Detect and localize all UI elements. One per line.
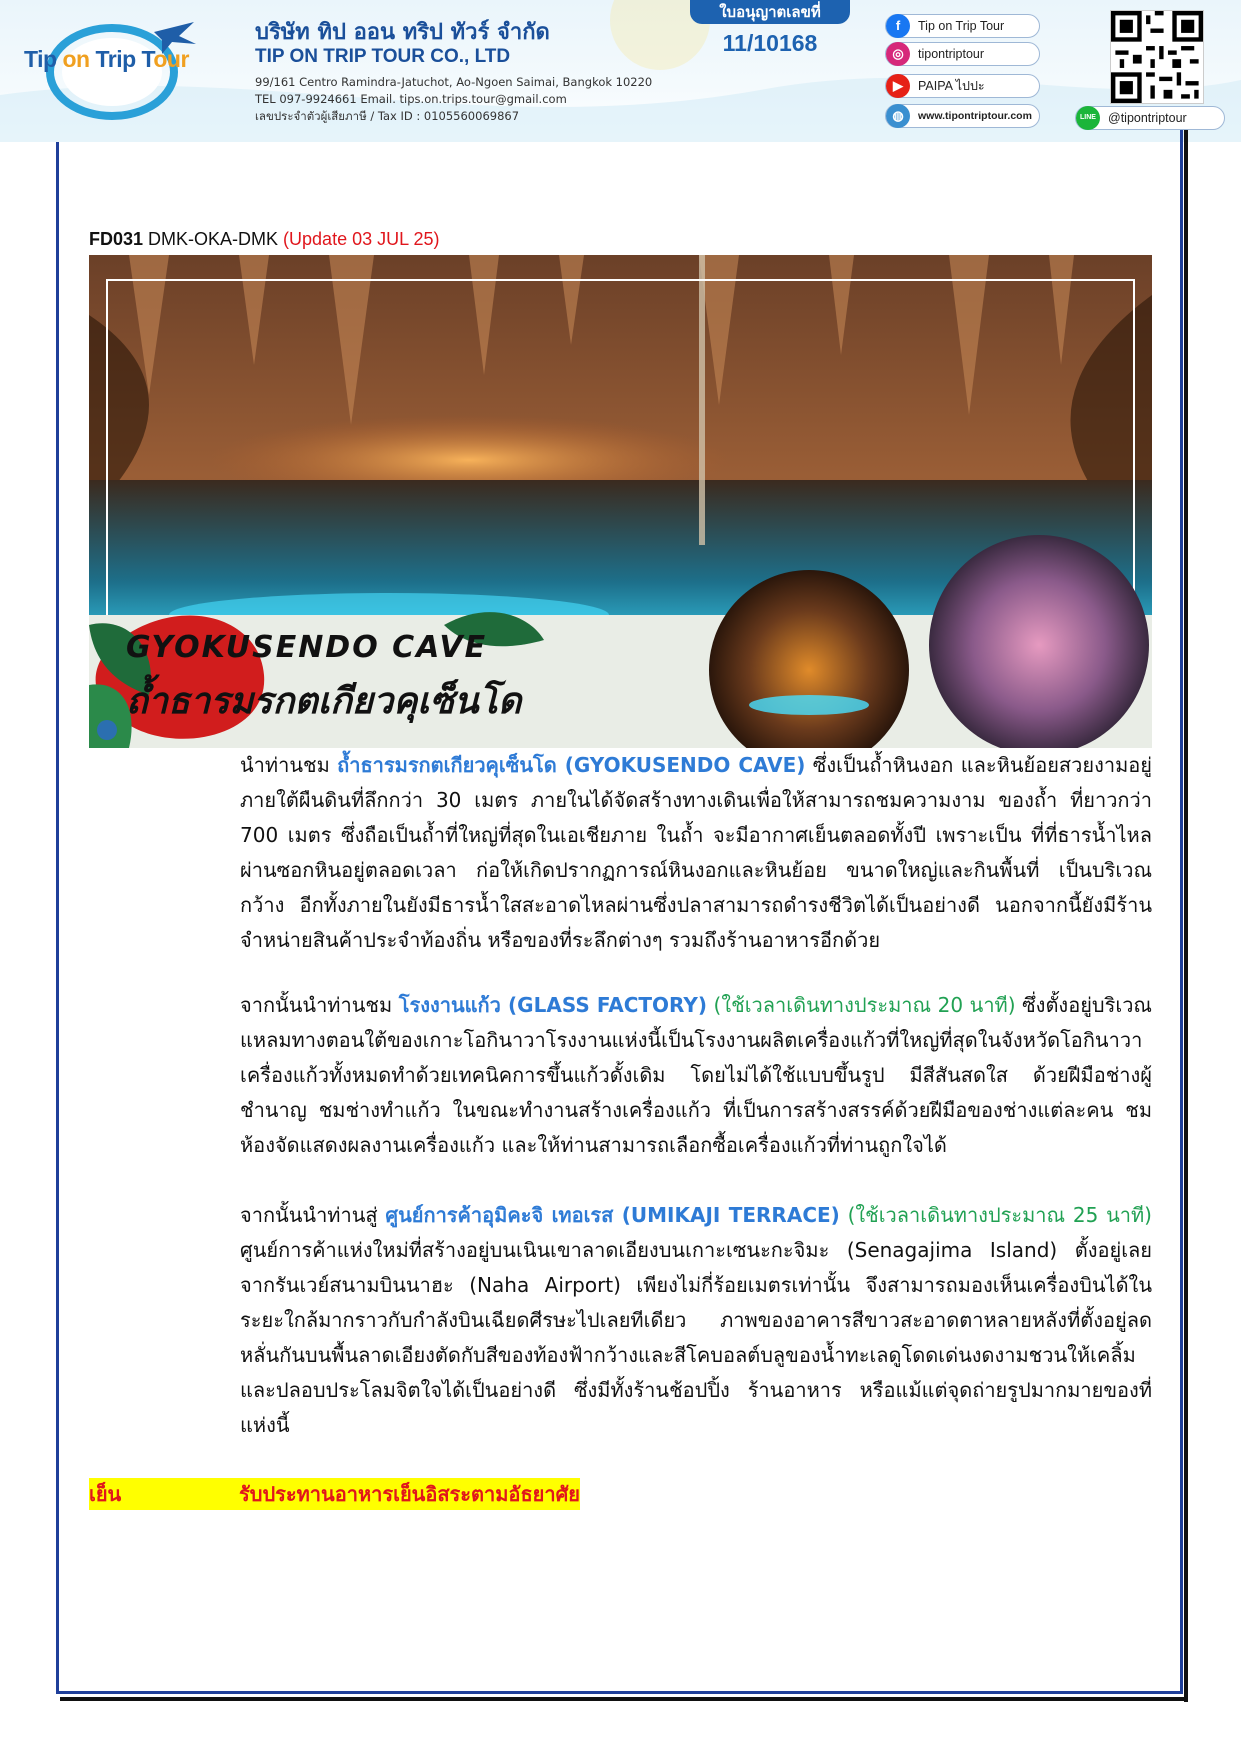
social-website[interactable]	[885, 104, 1040, 128]
p1-highlight-place: ถ้ำธารมรกตเกียวคุเซ็นโด (GYOKUSENDO CAVE)	[337, 753, 806, 777]
company-name-thai: บริษัท ทิป ออน ทริป ทัวร์ จำกัด	[255, 20, 550, 45]
page-header	[0, 0, 1241, 142]
globe-icon: ◍	[886, 104, 910, 128]
line-icon: LINE	[1076, 106, 1100, 130]
paragraph-glass-factory	[240, 988, 1152, 1163]
social-youtube[interactable]	[885, 74, 1040, 98]
p2-intro: จากนั้นนำท่านชม	[240, 993, 399, 1017]
frame-shadow-right	[1184, 130, 1188, 1702]
license-label: ใบอนุญาตเลขที่	[690, 0, 850, 24]
banner-title-thai: ถ้ำธารมรกตเกียวคุเซ็นโด	[126, 681, 522, 722]
license-number: 11/10168	[722, 30, 818, 56]
meal-text: รับประทานอาหารเย็นอิสระตามอัธยาศัย	[239, 1478, 580, 1510]
meal-row	[89, 1478, 580, 1510]
program-route: DMK-OKA-DMK	[143, 229, 284, 249]
company-name-english: TIP ON TRIP TOUR CO., LTD	[255, 46, 511, 67]
cave-photo-circle-2	[929, 535, 1149, 748]
p3-body: ศูนย์การค้าแห่งใหม่ที่สร้างอยู่บนเนินเขาลาดเอียงบนเกาะเซนะกะจิมะ (Senagajima Island) ตั้งอยู่เลยจากรันเวย์สนามบินนาฮะ (Naha Airport) เพียงไม่กี่ร้อยเมตรเท่านั้น จึงสามารถมองเห็นเครื่องบินได้ในระยะใกล้มากราวกับกำลังบินเฉียดศีรษะไปเลยทีเดียว ภาพของอาคารสีขาวสะอาดตาหลายหลังที่ตั้งอยู่ลดหลั่นกันบนพื้นลาดเอียงตัดกับสีของท้องฟ้ากว้างและสีโคบอลต์บลูของน้ำทะเลดูโดดเด่นงดงามชวนให้เคลิ้มและปลอบประโลมจิตใจได้เป็นอย่างดี ซึ่งมีทั้งร้านช้อปปิ้ง ร้านอาหาร หรือแม้แต่จุดถ่ายรูปมากมายของที่แห่งนี้	[240, 1238, 1152, 1437]
p3-travel-time: (ใช้เวลาเดินทางประมาณ 25 นาที)	[839, 1203, 1152, 1227]
social-instagram-label: tipontriptour	[918, 47, 985, 61]
p2-travel-time: (ใช้เวลาเดินทางประมาณ 20 นาที)	[707, 993, 1016, 1017]
facebook-icon: f	[886, 14, 910, 38]
p2-body: ซึ่งตั้งอยู่บริเวณแหลมทางตอนใต้ของเกาะโอกินาวาโรงงานแห่งนี้เป็นโรงงานผลิตเครื่องแก้วที่ใหญ่ที่สุดในจังหวัดโอกินาวา เครื่องแก้วทั้งหมดทำด้วยเทคนิคการขึ้นแก้วดั้งเดิม โดยไม่ได้ใช้แบบขึ้นรูป มีสีสันสดใส ด้วยฝีมือช่างผู้ชำนาญ ชมช่างทำแก้ว ในขณะทำงานสร้างเครื่องแก้ว ที่เป็นการสร้างสรรค์ด้วยฝีมือของช่างแต่ละคน ชมห้องจัดแสดงผลงานเครื่องแก้ว และให้ท่านสามารถเลือกซื้อเครื่องแก้วที่ท่านถูกใจได้	[240, 993, 1152, 1157]
instagram-icon: ◎	[886, 42, 910, 66]
paragraph-gyokusendo	[240, 748, 1152, 958]
logo-wordmark: Tip on Trip Tour	[24, 46, 189, 72]
youtube-icon: ▶	[886, 74, 910, 98]
qr-code[interactable]	[1110, 10, 1204, 104]
company-contact: TEL 097-9924661 Email. tips.on.trips.tour@gmail.com	[255, 92, 567, 106]
p3-intro: จากนั้นนำท่านสู่	[240, 1203, 386, 1227]
p1-intro: นำท่านชม	[240, 753, 338, 777]
meal-label: เย็น	[89, 1478, 239, 1510]
program-update: (Update 03 JUL 25)	[283, 229, 440, 249]
frame-shadow-bottom	[60, 1697, 1188, 1701]
social-facebook[interactable]	[885, 14, 1040, 38]
p2-highlight-place: โรงงานแก้ว (GLASS FACTORY)	[398, 993, 707, 1017]
program-code: FD031	[89, 229, 144, 249]
social-website-label: www.tipontriptour.com	[918, 110, 1032, 122]
social-facebook-label: Tip on Trip Tour	[918, 19, 1005, 33]
banner-title-english: GYOKUSENDO CAVE	[126, 630, 488, 665]
company-address: 99/161 Centro Ramindra-Jatuchot, Ao-Ngoen Saimai, Bangkok 10220	[255, 75, 653, 89]
social-instagram[interactable]	[885, 42, 1040, 66]
p3-highlight-place: ศูนย์การค้าอุมิคะจิ เทอเรส (UMIKAJI TERRACE)	[385, 1203, 840, 1227]
social-line-label: @tipontriptour	[1108, 111, 1187, 125]
company-tax-id: เลขประจำตัวผู้เสียภาษี / Tax ID : 0105560069867	[255, 109, 520, 123]
social-youtube-label: PAIPA ไปปะ	[918, 79, 985, 93]
program-code-line	[89, 229, 439, 250]
social-line[interactable]	[1075, 106, 1225, 130]
frame-border-bottom	[56, 1691, 1183, 1694]
p1-body: ซึ่งเป็นถ้ำหินงอก และหินย้อยสวยงามอยู่ภายใต้ผืนดินที่ลึกกว่า 30 เมตร ภายในได้จัดสร้างทางเดินเพื่อให้สามารถชมความงาม ของถ้ำ ที่ยาวกว่า 700 เมตร ซึ่งถือเป็นถ้ำที่ใหญ่ที่สุดในเอเชียภาย ในถ้ำ จะมีอากาศเย็นตลอดทั้งปี เพราะเป็น ที่ที่ธารน้ำไหลผ่านซอกหินอยู่ตลอดเวลา ก่อให้เกิดปรากฏการณ์หินงอกและหินย้อย ขนาดใหญ่และกินพื้นที่ เป็นบริเวณกว้าง อีกทั้งภายในยังมีธารน้ำใสสะอาดไหลผ่านซึ่งปลาสามารถดำรงชีวิตได้เป็นอย่างดี นอกจากนี้ยังมีร้านจำหน่ายสินค้าประจำท้องถิ่น หรือของที่ระลึกต่างๆ รวมถึงร้านอาหารอีกด้วย	[240, 753, 1153, 952]
paragraph-umikaji-terrace	[240, 1198, 1152, 1443]
frame-border-left	[56, 142, 59, 1694]
frame-border-right	[1180, 130, 1183, 1694]
